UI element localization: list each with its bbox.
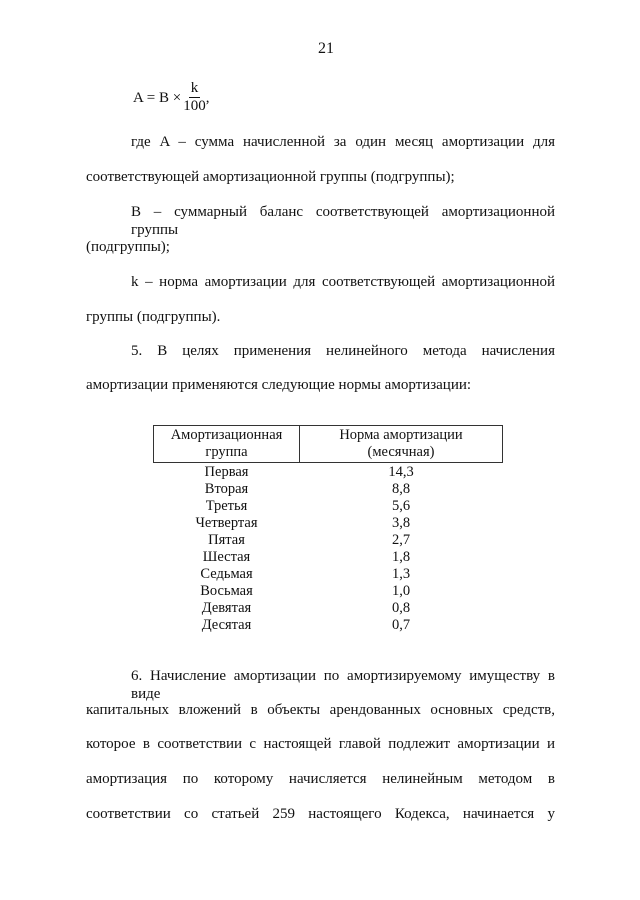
group-cell: Десятая xyxy=(201,617,252,633)
table-row xyxy=(154,566,503,583)
rate-cell: 0,7 xyxy=(391,617,411,633)
text-line: B – суммарный баланс соответствующей амортизационной группы xyxy=(131,204,555,238)
depreciation-table xyxy=(153,425,503,634)
rate-cell: 1,3 xyxy=(391,566,411,582)
rate-cell: 2,7 xyxy=(391,532,411,548)
denominator: 100 xyxy=(183,98,206,114)
rate-cell: 1,0 xyxy=(391,583,411,599)
rate-cell: 3,8 xyxy=(391,515,411,531)
formula-lhs: A = B × xyxy=(133,89,182,106)
text-line: группы (подгруппы). xyxy=(86,309,221,325)
group-cell: Пятая xyxy=(208,532,245,548)
group-cell: Шестая xyxy=(202,549,251,565)
group-cell: Первая xyxy=(204,464,249,480)
text-line: (подгруппы); xyxy=(86,239,170,255)
table-row xyxy=(154,515,503,532)
formula-comma: , xyxy=(205,89,210,106)
group-cell: Четвертая xyxy=(195,515,258,531)
text-line: капитальных вложений в объекты арендованных основных средств, xyxy=(86,702,555,718)
table-row xyxy=(154,617,503,634)
numerator: k xyxy=(190,80,199,96)
rate-cell: 0,8 xyxy=(391,600,411,616)
table-row xyxy=(154,532,503,549)
rate-cell: 8,8 xyxy=(391,481,411,497)
text-line: где A – сумма начисленной за один месяц амортизации для xyxy=(131,134,555,150)
table-row xyxy=(154,463,503,482)
group-cell: Девятая xyxy=(201,600,252,616)
fraction xyxy=(183,80,206,115)
text-line: k – норма амортизации для соответствующей амортизационной xyxy=(131,274,555,290)
table-row xyxy=(154,498,503,515)
rate-cell: 14,3 xyxy=(388,464,414,480)
page-number: 21 xyxy=(318,40,334,57)
table-row xyxy=(154,549,503,566)
text-line: 6. Начисление амортизации по амортизируемому имуществу в виде xyxy=(131,668,555,702)
text-line: соответствии со статьей 259 настоящего Кодекса, начинается у xyxy=(86,806,555,822)
text-line: 5. В целях применения нелинейного метода начисления xyxy=(131,343,555,359)
text-line: амортизации применяются следующие нормы амортизации: xyxy=(86,377,472,393)
header-rate: Норма амортизации (месячная) xyxy=(300,426,503,463)
formula xyxy=(133,80,209,115)
rate-cell: 1,8 xyxy=(391,549,411,565)
table-header-row xyxy=(154,426,503,463)
group-cell: Седьмая xyxy=(200,566,253,582)
group-cell: Восьмая xyxy=(200,583,253,599)
table-row xyxy=(154,583,503,600)
text-line: амортизация по которому начисляется нелинейным методом в xyxy=(86,771,555,787)
rate-cell: 5,6 xyxy=(391,498,411,514)
header-group: Амортизационная группа xyxy=(154,426,300,463)
text-line: которое в соответствии с настоящей главой подлежит амортизации и xyxy=(86,736,555,752)
table-row xyxy=(154,481,503,498)
table-row xyxy=(154,600,503,617)
group-cell: Вторая xyxy=(204,481,249,497)
text-line: соответствующей амортизационной группы (подгруппы); xyxy=(86,169,455,185)
group-cell: Третья xyxy=(205,498,248,514)
